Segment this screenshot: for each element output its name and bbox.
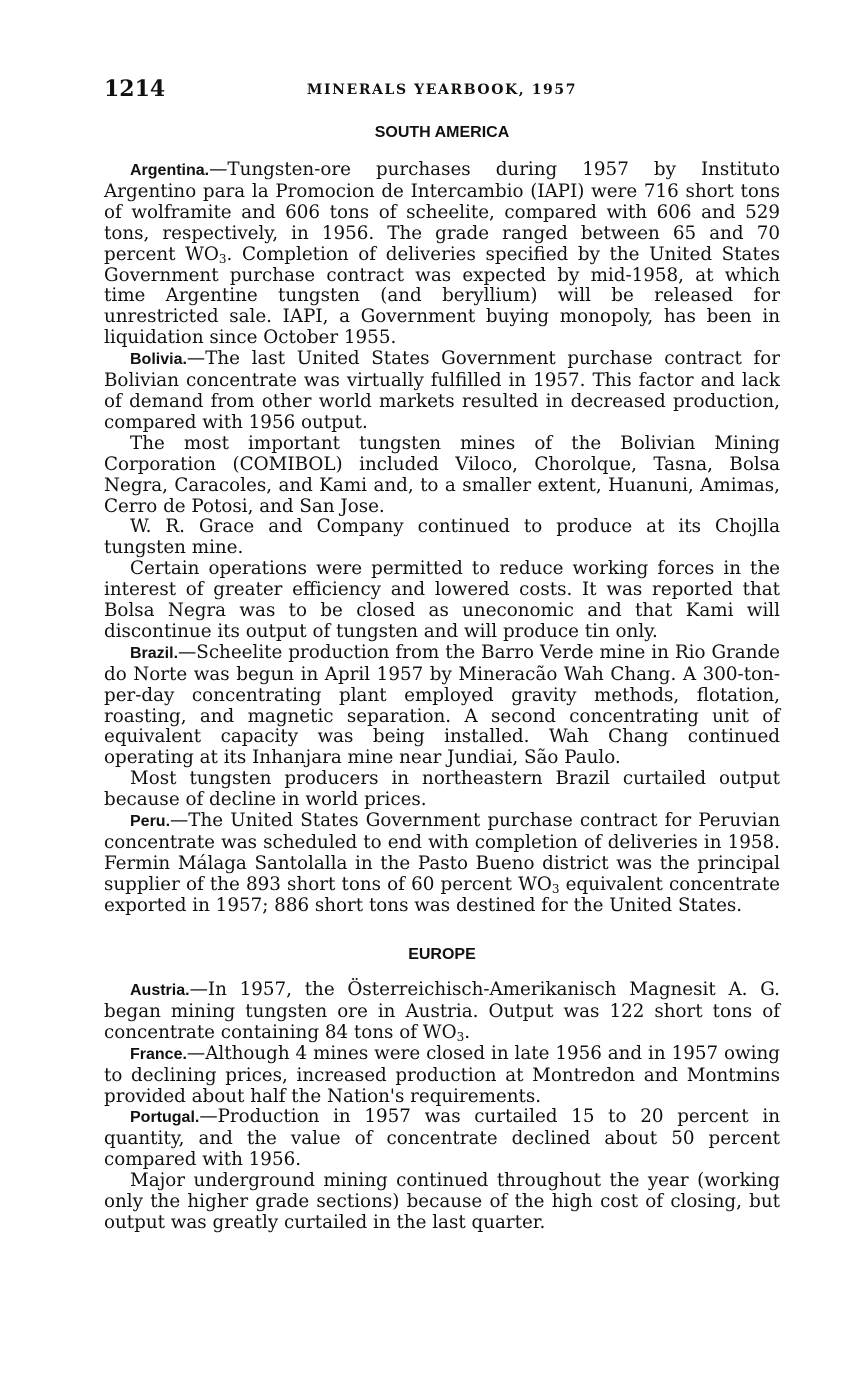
paragraph-france bbox=[104, 1044, 780, 1108]
lead-france: France. bbox=[130, 1045, 187, 1063]
paragraph-austria bbox=[104, 980, 780, 1044]
austria-text-after: . bbox=[464, 1021, 471, 1043]
bolivia-text: —The last United States Government purchase contract for Bolivian concentrate was virtually fulfilled in 1957. This factor and lack of demand from other world markets resulted in decreased production, compared with 1956 output. bbox=[104, 348, 780, 433]
paragraph-peru bbox=[104, 811, 780, 917]
lead-brazil: Brazil. bbox=[130, 644, 179, 662]
lead-peru: Peru. bbox=[130, 813, 171, 831]
portugal-text: —Production in 1957 was curtailed 15 to 20 percent in quantity, and the value of concentrate declined about 50 percent compared with 1956. bbox=[104, 1106, 780, 1171]
paragraph-bolivia-grace: W. R. Grace and Company continued to produce at its Chojlla tungsten mine. bbox=[104, 516, 780, 559]
lead-austria: Austria. bbox=[130, 982, 190, 999]
paragraph-bolivia bbox=[104, 349, 780, 434]
paragraph-argentina bbox=[104, 160, 780, 349]
running-head bbox=[104, 76, 780, 106]
paragraph-bolivia-mines: The most important tungsten mines of the Bolivian Mining Corporation (COMIBOL) included Viloco, Chorolque, Tasna, Bolsa Negra, Caracoles, and Kami and, to a smaller extent, Huanuni, Amimas, Cerro de Potosi, and San Jose. bbox=[104, 432, 780, 517]
europe-body bbox=[104, 980, 780, 1234]
paragraph-brazil-producers: Most tungsten producers in northeastern Brazil curtailed output because of decline in world prices. bbox=[104, 768, 780, 811]
france-text: —Although 4 mines were closed in late 1956 and in 1957 owing to declining prices, increased production at Montredon and Montmins provided about half the Nation's requirements. bbox=[104, 1042, 780, 1107]
lead-argentina: Argentina. bbox=[130, 162, 210, 179]
peru-text-after: equivalent concentrate exported in 1957; 886 short tons was destined for the United States. bbox=[104, 873, 780, 916]
lead-bolivia: Bolivia. bbox=[130, 351, 187, 369]
argentina-text: —Tungsten-ore purchases during 1957 by Instituto Argentino para la Promocion de Intercambio (IAPI) were 716 short tons of wolframite and 606 tons of scheelite, compared with 606 and 529 tons, respectively, in 1956. The grade ranged between 65 and 70 percent WO bbox=[104, 159, 780, 265]
lead-portugal: Portugal. bbox=[130, 1109, 200, 1127]
austria-text: —In 1957, the Österreichisch-Amerikanisch Magnesit A. G. began mining tungsten ore in Austria. Output was 122 short tons of concentrate containing 84 tons of WO bbox=[104, 979, 780, 1043]
south-america-body bbox=[104, 160, 780, 917]
section-heading-europe: EUROPE bbox=[408, 946, 476, 963]
argentina-text-after: . Completion of deliveries specified by the United States Government purchase contract was expected by mid-1958, at which time Argentine tungsten (and beryllium) will be released for unrestricted sale. IAPI, a Government buying monopoly, has been in liquidation since October 1955. bbox=[104, 243, 780, 349]
page-number: 1214 bbox=[104, 76, 166, 102]
section-heading-south-america: SOUTH AMERICA bbox=[374, 124, 510, 141]
argentina-subscript: 3 bbox=[218, 251, 227, 266]
austria-subscript: 3 bbox=[456, 1029, 465, 1044]
peru-text: —The United States Government purchase contract for Peruvian concentrate was scheduled to end with completion of deliveries in 1958. Fermin Málaga Santolalla in the Pasto Bueno district was the principal supplier of the 893 short tons of 60 percent WO bbox=[104, 810, 780, 895]
paragraph-portugal-mining: Major underground mining continued throughout the year (working only the higher grade sections) because of the high cost of closing, but output was greatly curtailed in the last quarter. bbox=[104, 1170, 780, 1233]
brazil-text: —Scheelite production from the Barro Verde mine in Rio Grande do Norte was begun in April 1957 by Mineracão Wah Chang. A 300-ton-per-day concentrating plant employed gravity methods, flotation, roasting, and magnetic separation. A second concentrating unit of equivalent capacity was being installed. Wah Chang continued operating at its Inhanjara mine near Jundiai, São Paulo. bbox=[104, 641, 780, 769]
paragraph-portugal bbox=[104, 1107, 780, 1171]
journal-title: MINERALS YEARBOOK, 1957 bbox=[306, 82, 578, 98]
paragraph-bolivia-operations: Certain operations were permitted to reduce working forces in the interest of greater efficiency and lowered costs. It was reported that Bolsa Negra was to be closed as uneconomic and that Kami will discontinue its output of tungsten and will produce tin only. bbox=[104, 558, 780, 642]
paragraph-brazil bbox=[104, 643, 780, 769]
peru-subscript: 3 bbox=[551, 881, 560, 896]
